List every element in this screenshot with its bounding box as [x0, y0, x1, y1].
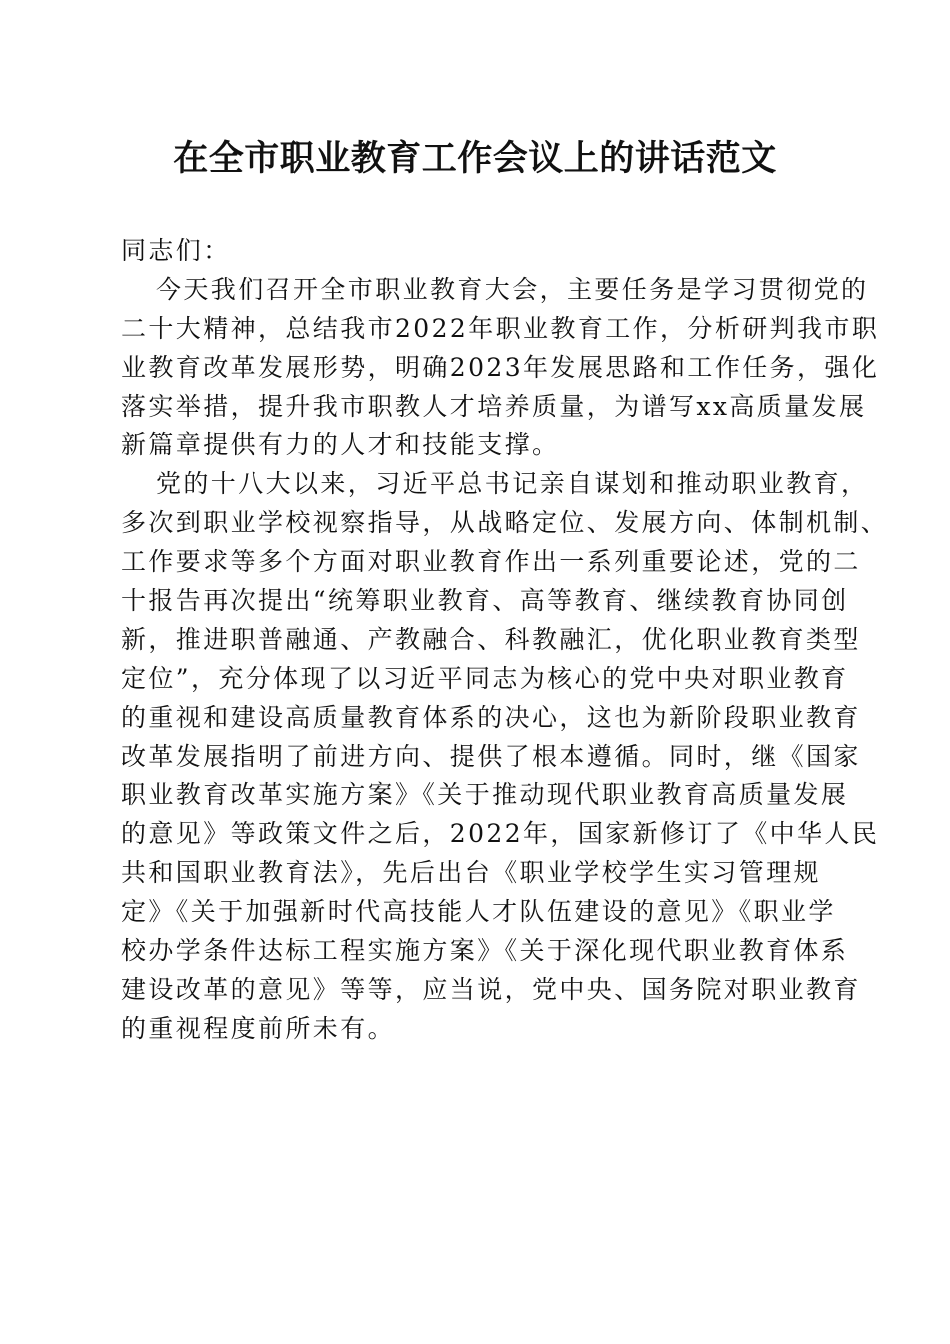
paragraph-line: 二十大精神，总结我市2022年职业教育工作，分析研判我市职	[121, 313, 880, 343]
paragraph-line: 工作要求等多个方面对职业教育作出一系列重要论述，党的二	[121, 547, 861, 577]
paragraph-line: 共和国职业教育法》，先后出台《职业学校学生实习管理规	[121, 858, 821, 888]
paragraph-line: 定位”，充分体现了以习近平同志为核心的党中央对职业教育	[121, 663, 849, 693]
paragraph-1	[121, 271, 880, 465]
paragraph-line: 多次到职业学校视察指导，从战略定位、发展方向、体制机制、	[121, 508, 889, 538]
paragraph-line: 的重视程度前所未有。	[121, 1013, 396, 1043]
paragraph-line: 今天我们召开全市职业教育大会，主要任务是学习贯彻党的	[156, 274, 869, 304]
document-body	[121, 232, 889, 1049]
paragraph-line: 新，推进职普融通、产教融合、科教融汇，优化职业教育类型	[121, 624, 861, 654]
paragraph-line: 校办学条件达标工程实施方案》《关于深化现代职业教育体系	[121, 936, 849, 966]
paragraph-line: 新篇章提供有力的人才和技能支撑。	[121, 430, 560, 460]
paragraph-line: 定》《关于加强新时代高技能人才队伍建设的意见》《职业学	[121, 897, 836, 927]
paragraph-line: 业教育改革发展形势，明确2023年发展思路和工作任务，强化	[121, 352, 880, 382]
paragraph-line: 十报告再次提出“统筹职业教育、高等教育、继续教育协同创	[121, 586, 849, 616]
paragraph-line: 的重视和建设高质量教育体系的决心，这也为新阶段职业教育	[121, 702, 861, 732]
paragraph-2	[121, 465, 889, 1048]
paragraph-line: 职业教育改革实施方案》《关于推动现代职业教育高质量发展	[121, 780, 849, 810]
document-title: 在全市职业教育工作会议上的讲话范文	[173, 138, 777, 179]
paragraph-line: 改革发展指明了前进方向、提供了根本遵循。同时，继《国家	[121, 741, 861, 771]
salutation: 同志们：	[121, 236, 231, 265]
paragraph-line: 党的十八大以来，习近平总书记亲自谋划和推动职业教育，	[156, 469, 869, 499]
paragraph-line: 的意见》等政策文件之后，2022年，国家新修订了《中华人民	[121, 819, 880, 849]
paragraph-line: 落实举措，提升我市职教人才培养质量，为谱写xx高质量发展	[121, 391, 867, 421]
paragraph-line: 建设改革的意见》等等，应当说，党中央、国务院对职业教育	[121, 974, 861, 1004]
